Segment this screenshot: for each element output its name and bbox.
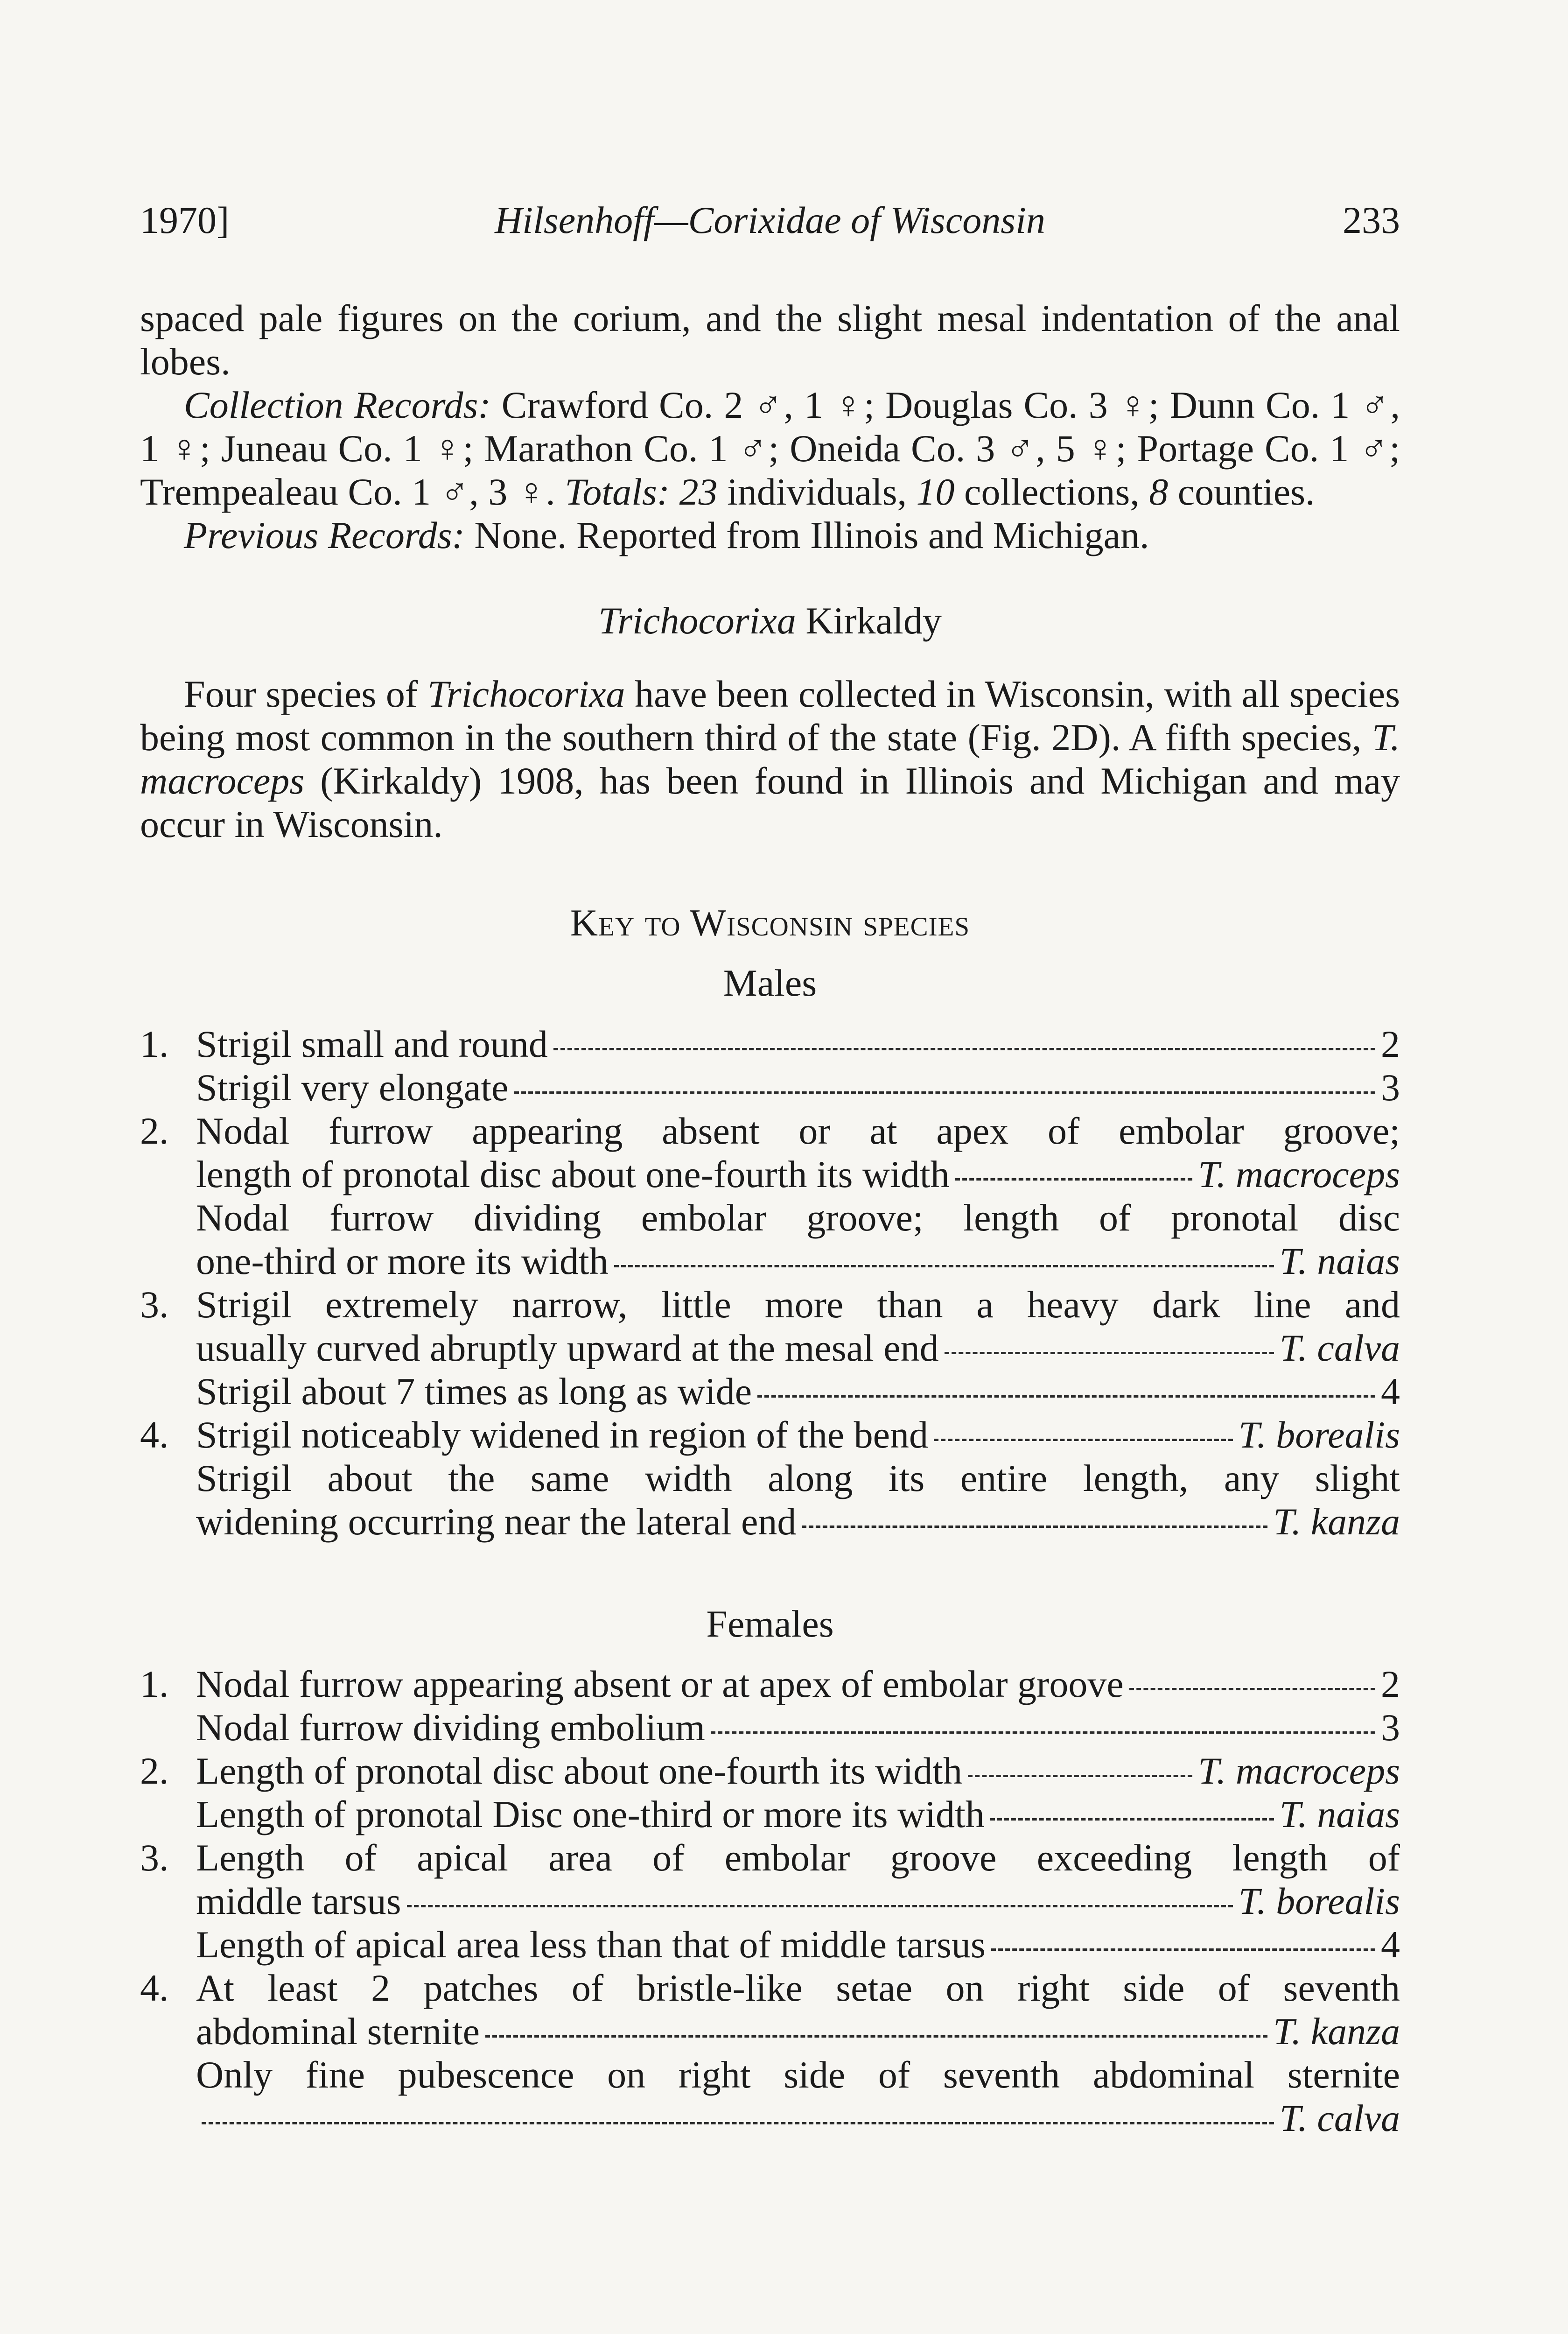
leader-dots: [1129, 1688, 1375, 1690]
body-text: [140, 296, 1400, 2140]
leader-dots: [802, 1526, 1267, 1528]
previous-records: [140, 513, 1400, 557]
leader-dots: [711, 1731, 1375, 1734]
key-result: T. kanza: [1273, 1500, 1400, 1543]
key-line: [196, 1239, 1400, 1283]
key-result: 2: [1381, 1023, 1400, 1065]
key-text: Strigil noticeably widened in region of the bend: [196, 1413, 929, 1456]
key-result: 3: [1381, 1706, 1400, 1749]
leader-dots: [990, 1818, 1274, 1821]
key-couplet: [140, 1413, 1400, 1543]
key-couplet: [140, 1836, 1400, 1966]
key-result: 2: [1381, 1663, 1400, 1705]
key-couplet: [140, 1749, 1400, 1836]
key-text: At least 2 patches of bristle-like setae on right side of seventh: [196, 1967, 1400, 2009]
females-heading: Females: [706, 1603, 834, 1645]
collection-records-text: Crawford Co. 2 ♂, 1 ♀; Douglas Co. 3 ♀; Dunn Co. 1 ♂, 1 ♀; Juneau Co. 1 ♀; Marathon Co. 1 ♂; Oneida Co. 3 ♂, 5 ♀; Portage Co. 1 ♂; Trempealeau Co. 1 ♂, 3 ♀.: [140, 384, 1400, 513]
key-text: Strigil small and round: [196, 1023, 548, 1065]
couplet-number: 4.: [140, 1413, 169, 1456]
key-text: Nodal furrow appearing absent or at apex of embolar groove: [196, 1663, 1124, 1705]
key-line: [196, 1662, 1400, 1706]
running-title: Hilsenhoff—Corixidae of Wisconsin: [495, 199, 1045, 241]
key-text: Nodal furrow dividing embolar groove; length of pronotal disc: [196, 1196, 1400, 1239]
previous-records-text: None. Reported from Illinois and Michigan.: [464, 514, 1149, 556]
key-line: [196, 1923, 1400, 1966]
key-result: T. naias: [1279, 1240, 1400, 1282]
key-text: one-third or more its width: [196, 1240, 609, 1282]
leader-dots: [968, 1775, 1192, 1777]
key-couplet: [140, 1109, 1400, 1283]
collection-records: [140, 383, 1400, 513]
leader-dots: [991, 1948, 1375, 1951]
leader-dots: [757, 1395, 1375, 1398]
key-result: T. borealis: [1238, 1413, 1400, 1456]
males-heading: Males: [723, 962, 817, 1004]
page: [140, 0, 1400, 2334]
key-text: Only fine pubescence on right side of seventh abdominal sternite: [196, 2053, 1400, 2096]
page-number: 233: [1343, 199, 1400, 241]
key-text: Length of apical area of embolar groove exceeding length of: [196, 1836, 1400, 1879]
key-text: Nodal furrow dividing embolium: [196, 1706, 705, 1749]
key-line: [196, 1793, 1400, 1836]
key-heading: Key to Wisconsin species: [570, 901, 970, 944]
males-key: [140, 1022, 1400, 1543]
key-result: 4: [1381, 1923, 1400, 1966]
key-text: middle tarsus: [196, 1880, 401, 1922]
key-line: [196, 1153, 1400, 1196]
volume-year: 1970]: [140, 199, 230, 241]
key-line: [196, 1022, 1400, 1066]
leader-dots: [553, 1048, 1375, 1050]
genus-paragraph-text-c: (Kirkaldy) 1908, has been found in Illinois and Michigan and may occur in Wisconsin.: [140, 759, 1400, 845]
leader-dots: [614, 1265, 1274, 1267]
females-key: [140, 1662, 1400, 2140]
key-text: Strigil about 7 times as long as wide: [196, 1370, 752, 1413]
key-text: usually curved abruptly upward at the mesal end: [196, 1327, 939, 1369]
key-text: Length of pronotal Disc one-third or more its width: [196, 1793, 985, 1835]
key-couplet: [140, 1022, 1400, 1109]
key-line: [196, 1413, 1400, 1456]
collections-count: 10: [916, 471, 955, 513]
intro-paragraph: spaced pale figures on the corium, and the slight mesal indentation of the anal lobes.: [140, 297, 1400, 383]
collections-text: collections,: [954, 471, 1149, 513]
totals-label: Totals: 23: [565, 471, 718, 513]
key-couplet: [140, 1662, 1400, 1749]
key-text: Nodal furrow appearing absent or at apex of embolar groove;: [196, 1110, 1400, 1152]
key-line: [196, 1066, 1400, 1109]
totals-text: individuals,: [717, 471, 917, 513]
key-result: 4: [1381, 1370, 1400, 1413]
genus-heading: [140, 599, 1400, 642]
leader-dots: [514, 1091, 1376, 1094]
key-result: T. calva: [1279, 2097, 1400, 2139]
key-line: [196, 1879, 1400, 1923]
key-line: [196, 1370, 1400, 1413]
key-result: T. calva: [1279, 1327, 1400, 1369]
couplet-number: 2.: [140, 1750, 169, 1792]
key-result: T. borealis: [1238, 1880, 1400, 1922]
key-line: [196, 2096, 1400, 2140]
key-result: T. kanza: [1273, 2010, 1400, 2053]
key-line: [196, 1500, 1400, 1543]
previous-records-label: Previous Records:: [184, 514, 465, 556]
couplet-number: 3.: [140, 1836, 169, 1879]
collection-records-label: Collection Records:: [184, 384, 491, 426]
key-text: length of pronotal disc about one-fourth its width: [196, 1153, 950, 1195]
key-couplet: [140, 1283, 1400, 1413]
key-line: [196, 1706, 1400, 1749]
key-text: Length of apical area less than that of middle tarsus: [196, 1923, 986, 1966]
couplet-number: 1.: [140, 1023, 169, 1065]
key-result: T. macroceps: [1198, 1153, 1400, 1195]
key-line: [196, 1326, 1400, 1370]
couplet-number: 4.: [140, 1967, 169, 2009]
key-result: 3: [1381, 1066, 1400, 1109]
key-text: Length of pronotal disc about one-fourth its width: [196, 1750, 962, 1792]
running-head: [140, 198, 1400, 250]
genus-paragraph-text-b: have been collected in Wisconsin, with all species being most common in the southern third of the state (Fig. 2D). A fifth species,: [140, 673, 1400, 759]
counties-text: counties.: [1168, 471, 1315, 513]
key-text: Strigil about the same width along its entire length, any slight: [196, 1457, 1400, 1499]
key-line: [196, 1749, 1400, 1793]
key-couplet: [140, 1966, 1400, 2140]
genus-name: Trichocorixa: [598, 599, 796, 642]
key-text: widening occurring near the lateral end: [196, 1500, 797, 1543]
genus-paragraph-species: T. macroceps: [140, 716, 1400, 802]
key-text: abdominal sternite: [196, 2010, 480, 2053]
genus-author: Kirkaldy: [796, 599, 942, 642]
couplet-number: 2.: [140, 1110, 169, 1152]
couplet-number: 3.: [140, 1283, 169, 1326]
leader-dots: [934, 1439, 1233, 1441]
key-result: T. naias: [1279, 1793, 1400, 1835]
leader-dots: [945, 1352, 1274, 1354]
leader-dots: [202, 2122, 1274, 2124]
key-line: [196, 2010, 1400, 2053]
counties-count: 8: [1149, 471, 1169, 513]
key-text: Strigil extremely narrow, little more than a heavy dark line and: [196, 1283, 1400, 1326]
key-text: Strigil very elongate: [196, 1066, 509, 1109]
genus-paragraph: [140, 672, 1400, 846]
leader-dots: [485, 2035, 1267, 2038]
genus-paragraph-genus: Trichocorixa: [427, 673, 625, 715]
key-result: T. macroceps: [1198, 1750, 1400, 1792]
genus-paragraph-text-a: Four species of: [184, 673, 427, 715]
leader-dots: [955, 1178, 1193, 1181]
leader-dots: [407, 1905, 1233, 1907]
couplet-number: 1.: [140, 1663, 169, 1705]
